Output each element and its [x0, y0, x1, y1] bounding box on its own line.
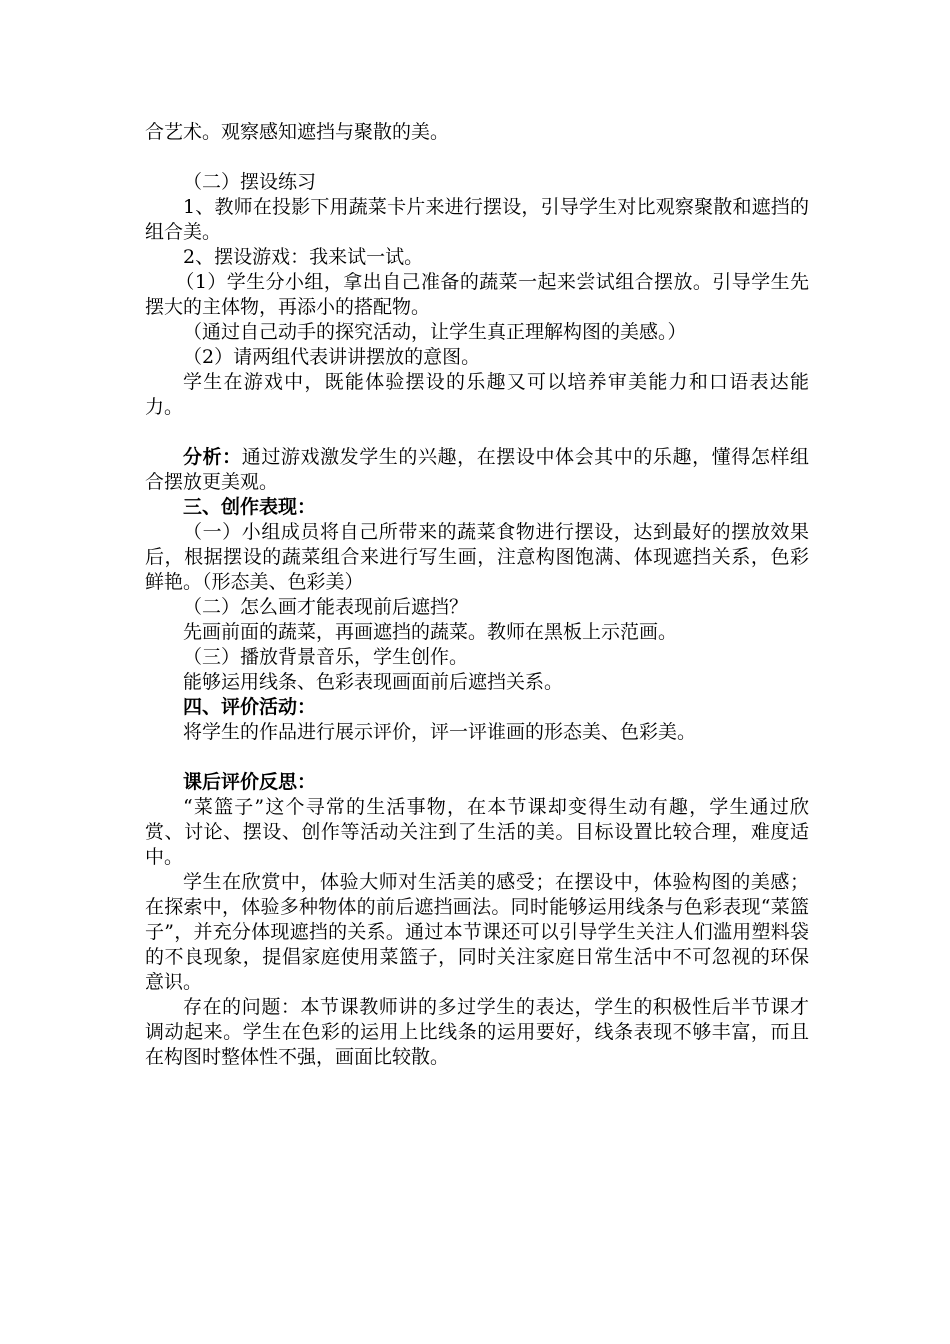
- paragraph: 学生在欣赏中，体验大师对生活美的感受；在摆设中，体验构图的美感；在探索中，体验多种物体的前后遮挡画法。同时能够运用线条与色彩表现“菜篮子”，并充分体现遮挡的关系。通过本节课还可以引导学生关注人们滥用塑料袋的不良现象，提倡家庭使用菜篮子，同时关注家庭日常生活中不可忽视的环保意识。: [145, 871, 809, 993]
- paragraph: （二）怎么画才能表现前后遮挡？: [183, 596, 469, 618]
- paragraph: 1、教师在投影下用蔬菜卡片来进行摆设，引导学生对比观察聚散和遮挡的组合美。: [145, 196, 809, 243]
- paragraph: 2、摆设游戏：我来试一试。: [183, 246, 424, 268]
- paragraph: （三）播放背景音乐，学生创作。: [183, 646, 469, 668]
- spacer: [145, 745, 809, 770]
- section-heading-creation: 三、创作表现：: [183, 496, 317, 518]
- paragraph: 能够运用线条、色彩表现画面前后遮挡关系。: [183, 671, 564, 693]
- analysis-text: 通过游戏激发学生的兴趣，在摆设中体会其中的乐趣，懂得怎样组合摆放更美观。: [145, 446, 809, 493]
- paragraph: “菜篮子”这个寻常的生活事物，在本节课却变得生动有趣，学生通过欣赏、讨论、摆设、创作等活动关注到了生活的美。目标设置比较合理，难度适中。: [145, 796, 809, 868]
- spacer: [145, 420, 809, 445]
- analysis-label: 分析：: [183, 446, 242, 468]
- paragraph: （一）小组成员将自己所带来的蔬菜食物进行摆设，达到最好的摆放效果后，根据摆设的蔬菜组合来进行写生画，注意构图饱满、体现遮挡关系，色彩鲜艳。（形态美、色彩美）: [145, 521, 809, 593]
- paragraph: 合艺术。观察感知遮挡与聚散的美。: [145, 121, 450, 143]
- spacer: [145, 145, 809, 170]
- section-heading-reflection: 课后评价反思：: [183, 771, 317, 793]
- analysis-paragraph: [145, 445, 809, 495]
- paragraph: 将学生的作品进行展示评价，评一评谁画的形态美、色彩美。: [183, 721, 697, 743]
- paragraph: （通过自己动手的探究活动，让学生真正理解构图的美感。）: [183, 321, 687, 343]
- document-page: [145, 120, 809, 1070]
- paragraph: 学生在游戏中，既能体验摆设的乐趣又可以培养审美能力和口语表达能力。: [145, 371, 809, 418]
- paragraph: 先画前面的蔬菜，再画遮挡的蔬菜。教师在黑板上示范画。: [183, 621, 678, 643]
- paragraph: （2）请两组代表讲讲摆放的意图。: [183, 346, 481, 368]
- paragraph: 存在的问题：本节课教师讲的多过学生的表达，学生的积极性后半节课才调动起来。学生在色彩的运用上比线条的运用要好，线条表现不够丰富，而且在构图时整体性不强，画面比较散。: [145, 996, 809, 1068]
- paragraph: （1）学生分小组，拿出自己准备的蔬菜一起来尝试组合摆放。引导学生先摆大的主体物，再添小的搭配物。: [145, 271, 809, 318]
- section-heading-evaluation: 四、评价活动：: [183, 696, 317, 718]
- subheading-practice: （二）摆设练习: [183, 171, 317, 193]
